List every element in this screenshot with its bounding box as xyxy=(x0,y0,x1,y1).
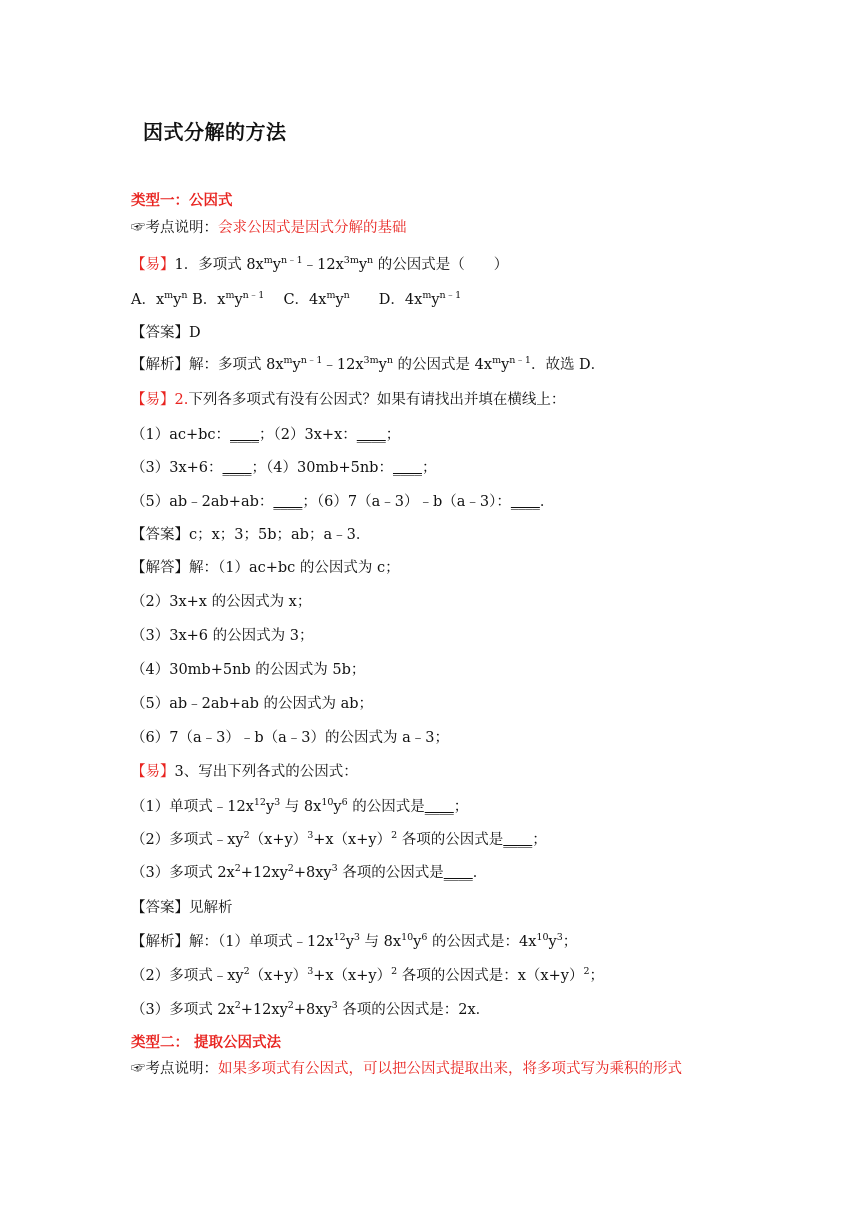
solution-line: （3）3x+6 的公因式为 3； xyxy=(131,628,314,644)
question-text: 1．多项式 $8x^my^{n﹣1}﹣12x^{3m}y^n$ 的公因式是（ ） xyxy=(174,255,509,273)
analysis-line: 【解析】解：（1）单项式$﹣12x^{12}y^3$ 与 $8x^{10}y^6$ 的公因式是：$4x^{10}y^3$； xyxy=(131,932,578,950)
question-2 xyxy=(131,390,565,410)
difficulty-tag: 【易】 xyxy=(131,257,175,273)
question-3-line: （3）多项式 $2x^2+12xy^2+8xy^3$ 各项的公因式是____． xyxy=(131,863,488,881)
question-1-options: A．$x^my^n$ B．$x^my^{n﹣1}$ C．$4x^my^n$ D．$4x^my^{n﹣1}$ xyxy=(131,290,462,308)
question-3 xyxy=(131,762,358,782)
note-text: 会求公因式是因式分解的基础 xyxy=(218,220,407,236)
solution-line: （6）7（a﹣3）﹣b（a﹣3）的公因式为 a﹣3； xyxy=(131,730,449,746)
question-number: 2. xyxy=(174,392,189,408)
solution-line: （5）ab﹣2ab+ab 的公因式为 ab； xyxy=(131,696,374,712)
question-text: 3、写出下列各式的公因式： xyxy=(174,764,358,780)
section-2-note xyxy=(131,1059,682,1079)
analysis-line: （3）多项式 $2x^2+12xy^2+8xy^3$ 各项的公因式是：2x． xyxy=(131,1000,491,1018)
question-text: 下列各多项式有没有公因式？如果有请找出并填在横线上： xyxy=(188,392,566,408)
difficulty-tag: 【易】 xyxy=(131,764,175,780)
note-prefix: ☞考点说明： xyxy=(131,1061,218,1077)
section-2-heading: 类型二： 提取公因式法 xyxy=(131,1035,282,1051)
analysis-line: （2）多项式$﹣xy^2(x+y)^3+x(x+y)^2$ 各项的公因式是：$x(x+y)^2$； xyxy=(131,966,604,984)
difficulty-tag: 【易】 xyxy=(131,392,175,408)
solution-line: 【解答】解：（1）ac+bc 的公因式为 c； xyxy=(131,560,400,576)
note-prefix: ☞考点说明： xyxy=(131,220,218,236)
question-3-line: （2）多项式$﹣xy^2(x+y)^3+x(x+y)^2$ 各项的公因式是____； xyxy=(131,830,547,848)
section-1-heading: 类型一：公因式 xyxy=(131,193,233,209)
question-2-line: （3）3x+6：____；（4）30mb+5nb：____； xyxy=(131,460,437,476)
question-2-line: （5）ab﹣2ab+ab：____；（6）7（a﹣3）﹣b（a﹣3）：____． xyxy=(131,494,555,510)
question-2-answer: 【答案】c；x；3；5b；ab；a﹣3． xyxy=(131,527,371,543)
section-1-note xyxy=(131,218,407,238)
solution-line: （2）3x+x 的公因式为 x； xyxy=(131,594,312,610)
question-1-answer: 【答案】D xyxy=(131,325,201,341)
page-title: 因式分解的方法 xyxy=(143,120,287,144)
solution-line: （4）30mb+5nb 的公因式为 5b； xyxy=(131,662,366,678)
question-2-line: （1）ac+bc：____；（2）3x+x：____； xyxy=(131,427,401,443)
question-3-answer: 【答案】见解析 xyxy=(131,900,233,916)
question-1 xyxy=(131,255,508,275)
question-1-analysis: 【解析】解：多项式 $8x^my^{n﹣1}﹣12x^{3m}y^n$ 的公因式是 $4x^my^{n﹣1}$．故选 D． xyxy=(131,355,606,373)
question-3-line: （1）单项式$﹣12x^{12}y^3$ 与 $8x^{10}y^6$ 的公因式是____； xyxy=(131,797,469,815)
note-text: 如果多项式有公因式，可以把公因式提取出来，将多项式写为乘积的形式 xyxy=(218,1061,682,1077)
